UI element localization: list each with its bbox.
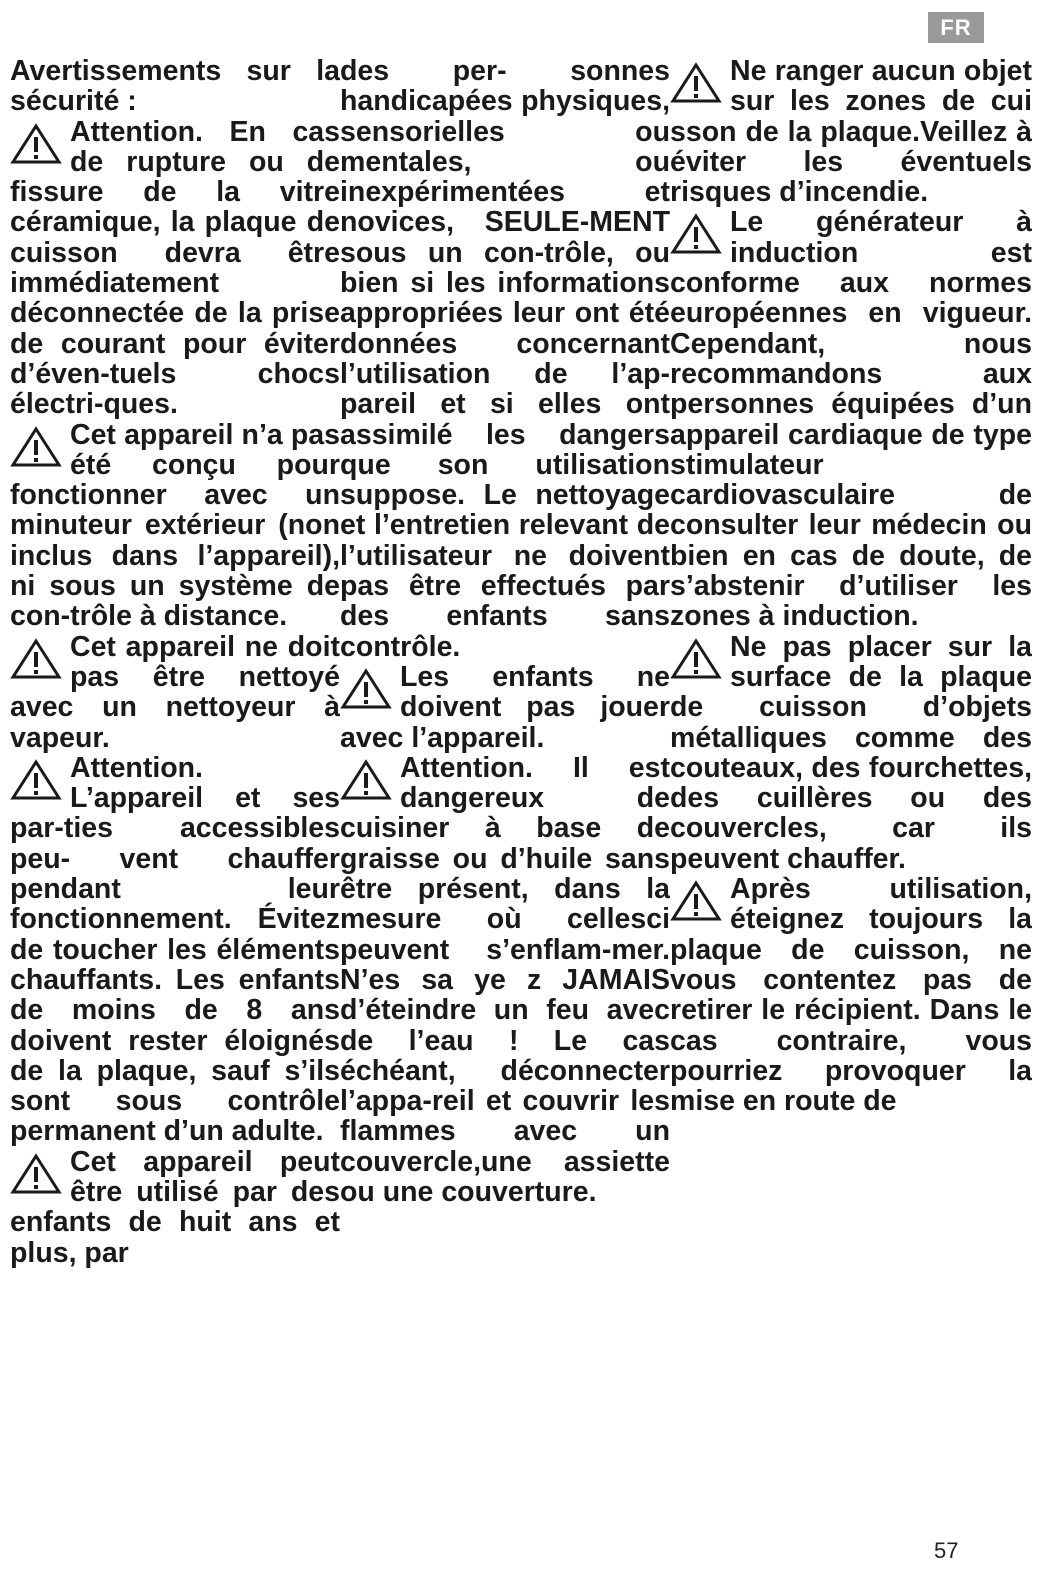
section-heading: Avertissements sur la sécurité : — [10, 56, 340, 118]
warning-text: Ne ranger aucun objet sur les zones de cui sson de la plaque.Veillez à éviter les éventuels risques d’incendie. — [670, 56, 1032, 209]
document-body — [10, 56, 1032, 1496]
warning-text: Cet appareil n’a pas été conçu pour fonctionner avec un minuteur extérieur (non inclus dans l’appareil), ni sous un système de con-trôle à distance. — [10, 418, 340, 633]
warning-triangle-icon — [340, 759, 392, 801]
warning-paragraph — [670, 632, 1032, 874]
warning-paragraph — [10, 117, 340, 420]
warning-triangle-icon — [10, 123, 62, 165]
warning-text: Cet appareil ne doit pas être nettoyé avec un nettoyeur à vapeur. — [10, 630, 340, 754]
warning-triangle-icon — [670, 213, 722, 255]
page-number: 57 — [934, 1538, 959, 1563]
warning-triangle-icon — [670, 638, 722, 680]
warning-triangle-icon — [10, 426, 62, 468]
warning-paragraph — [10, 1147, 340, 1268]
warning-paragraph — [670, 874, 1032, 1116]
column-1 — [10, 56, 340, 1496]
warning-paragraph — [670, 56, 1032, 207]
language-badge: FR — [928, 12, 984, 43]
body-paragraph: des per- sonnes handicapées physiques, sensorielles ou mentales, ou inexpérimentées et novices, SEULE-MENT sous un con-trôle, ou bien si les informations appropriées leur ont été données concernant l’utilisation de l’ap-pareil et si elles ont assimilé les dangers que son utilisation suppose. Le nettoyage et l’entretien relevant de l’utilisateur ne doivent pas être effectués par des enfants sans contrôle. — [340, 56, 670, 663]
warning-triangle-icon — [10, 1153, 62, 1195]
warning-text: Attention. Il est dangereux de cuisiner à base de graisse ou d’huile sans être présent, dans la mesure où cellesci peuvent s’enflam-mer. N’es sa ye z JAMAIS d’éteindre un feu avec de l’eau ! Le cas échéant, déconnecter l’appa-reil et couvrir les flammes avec un couvercle,une assiette ou une couverture. — [340, 751, 670, 1208]
warning-text: Le générateur à induction est conforme aux normes européennes en vigueur. Cependant, nous recommandons aux personnes équipées d’un appareil cardiaque de type stimulateur cardiovasculaire de consulter leur médecin ou bien en cas de doute, de s’abstenir d’utiliser les zones à induction. — [670, 206, 1032, 633]
warning-triangle-icon — [340, 668, 392, 710]
warning-text: Cet appareil peut être utilisé par des enfants de huit ans et plus, par — [10, 1145, 340, 1269]
warning-triangle-icon — [670, 880, 722, 922]
warning-paragraph — [340, 753, 670, 1207]
warning-triangle-icon — [670, 62, 722, 104]
warning-text: Ne pas placer sur la surface de la plaque de cuisson d’objets métalliques comme des couteaux, des fourchettes, des cuillères ou des couvercles, car ils peuvent chauffer. — [670, 630, 1032, 875]
warning-text: Les enfants ne doivent pas jouer avec l’appareil. — [340, 660, 670, 754]
warning-triangle-icon — [10, 759, 62, 801]
warning-text: Après utilisation, éteignez toujours la plaque de cuisson, ne vous contentez pas de retirer le récipient. Dans le cas contraire, vous pourriez provoquer la mise en route de — [670, 873, 1032, 1118]
warning-paragraph — [10, 632, 340, 753]
column-3 — [670, 56, 1032, 1496]
column-2 — [340, 56, 670, 1496]
warning-paragraph — [670, 207, 1032, 631]
warning-text: Attention. En cas de rupture ou de fissure de la vitre céramique, la plaque de cuisson devra être immédiatement déconnectée de la prise de courant pour éviter d’éven-tuels chocs électri-ques. — [10, 115, 340, 421]
warning-paragraph — [10, 420, 340, 632]
warning-paragraph — [10, 753, 340, 1147]
warning-text: Attention. L’appareil et ses par-ties accessibles peu- vent chauffer pendant leur fonctionnement. Évitez de toucher les éléments chauffants. Les enfants de moins de 8 ans doivent rester éloignés de la plaque, sauf s’ils sont sous contrôle permanent d’un adulte. — [10, 751, 340, 1148]
warning-triangle-icon — [10, 638, 62, 680]
warning-paragraph — [340, 662, 670, 753]
